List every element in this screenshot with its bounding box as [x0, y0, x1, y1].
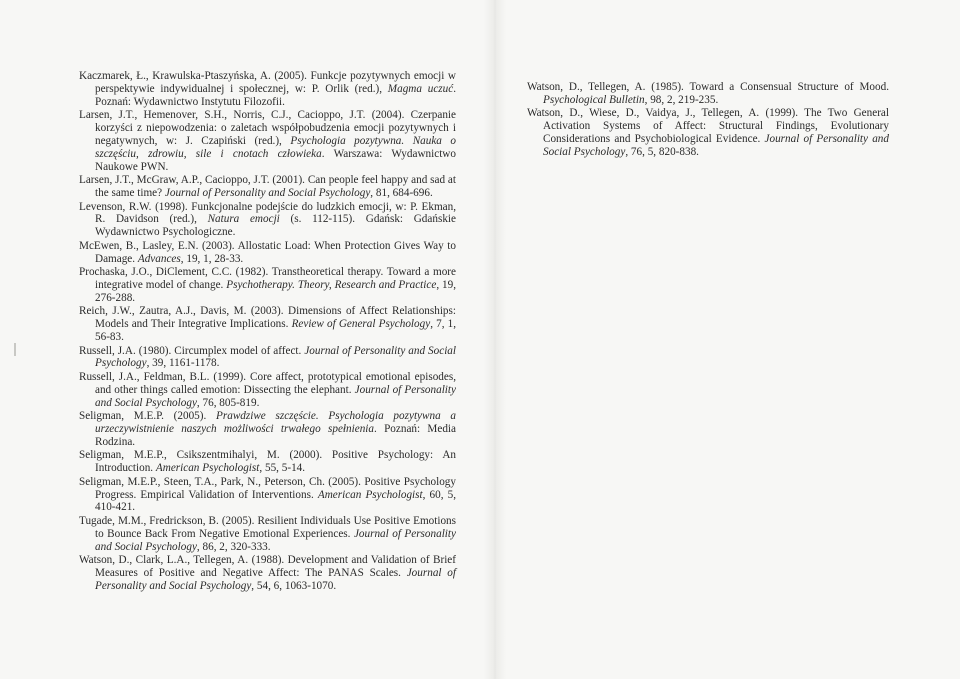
reference-item: Tugade, M.M., Fredrickson, B. (2005). Resilient Individuals Use Positive Emotions to Bounce Back From Negative Emotional Experiences. Journal of Personality and Social Psychology, 86, 2, 320-333. [79, 514, 456, 553]
reference-item: Prochaska, J.O., DiClement, C.C. (1982). Transtheoretical therapy. Toward a more integrative model of change. Psychotherapy. Theory, Research and Practice, 19, 276-288. [79, 266, 457, 304]
reference-item: Larsen, J.T., Hemenover, S.H., Norris, C.J., Cacioppo, J.T. (2004). Czerpanie korzyści z niepowodzenia: o zaletach współpobudzenia emocji pozytywnych i negatywnych, w: J. Czapiński (red.), Psychologia pozytywna. Nauka o szczęściu, zdrowiu, sile i cnotach człowieka. Warszawa: Wydawnictwo Naukowe PWN. [79, 109, 456, 173]
reference-item: Levenson, R.W. (1998). Funkcjonalne podejście do ludzkich emocji, w: P. Ekman, R. Davidson (red.), Natura emocji (s. 112-115). Gdańsk: Gdańskie Wydawnictwo Psychologiczne. [79, 200, 456, 239]
reference-item: Watson, D., Clark, L.A., Tellegen, A. (1988). Development and Validation of Brief Measures of Positive and Negative Affect: The PANAS Scales. Journal of Personality and Social Psychology, 54, 6, 1063-1070. [79, 554, 456, 592]
reference-item: Seligman, M.E.P., Steen, T.A., Park, N., Peterson, Ch. (2005). Positive Psychology Progress. Empirical Validation of Interventions. American Psychologist, 60, 5, 410-421. [79, 475, 456, 514]
reference-item: Russell, J.A., Feldman, B.L. (1999). Core affect, prototypical emotional episodes, and other things called emotion: Dissecting the elephant. Journal of Personality and Social Psychology, 76, 805-819. [79, 370, 456, 409]
reference-item: Larsen, J.T., McGraw, A.P., Cacioppo, J.T. (2001). Can people feel happy and sad at the same time? Journal of Personality and Social Psychology, 81, 684-696. [79, 174, 456, 200]
reference-item: Seligman, M.E.P., Csikszentmihalyi, M. (2000). Positive Psychology: An Introduction. American Psychologist, 55, 5-14. [79, 449, 456, 475]
reference-item: McEwen, B., Lasley, E.N. (2003). Allostatic Load: When Protection Gives Way to Damage. Advances, 19, 1, 28-33. [79, 239, 456, 265]
reference-item: Kaczmarek, Ł., Krawulska-Ptaszyńska, A. (2005). Funkcje pozytywnych emocji w perspektywie indywidualnej i społecznej, w: P. Orlik (red.), Magma uczuć. Poznań: Wydawnictwo Instytutu Filozofii. [79, 70, 456, 108]
references-right-column [527, 81, 889, 159]
page-gutter [484, 0, 506, 679]
reference-item: Seligman, M.E.P. (2005). Prawdziwe szczęście. Psychologia pozytywna a urzeczywistnienie naszych możliwości trwałego spełnienia. Poznań: Media Rodzina. [79, 410, 456, 448]
references-left-column [79, 70, 456, 593]
reference-item: Watson, D., Wiese, D., Vaidya, J., Tellegen, A. (1999). The Two General Activation Systems of Affect: Structural Findings, Evolutionary Considerations and Psychobiological Evidence. Journal of Personality and Social Psychology, 76, 5, 820-838. [527, 107, 889, 159]
margin-mark [14, 343, 16, 356]
reference-item: Reich, J.W., Zautra, A.J., Davis, M. (2003). Dimensions of Affect Relationships: Models and Their Integrative Implications. Review of General Psychology, 7, 1, 56-83. [79, 305, 457, 344]
reference-item: Watson, D., Tellegen, A. (1985). Toward a Consensual Structure of Mood. Psychological Bulletin, 98, 2, 219-235. [527, 81, 889, 106]
reference-item: Russell, J.A. (1980). Circumplex model of affect. Journal of Personality and Social Psychology, 39, 1161-1178. [79, 344, 457, 370]
